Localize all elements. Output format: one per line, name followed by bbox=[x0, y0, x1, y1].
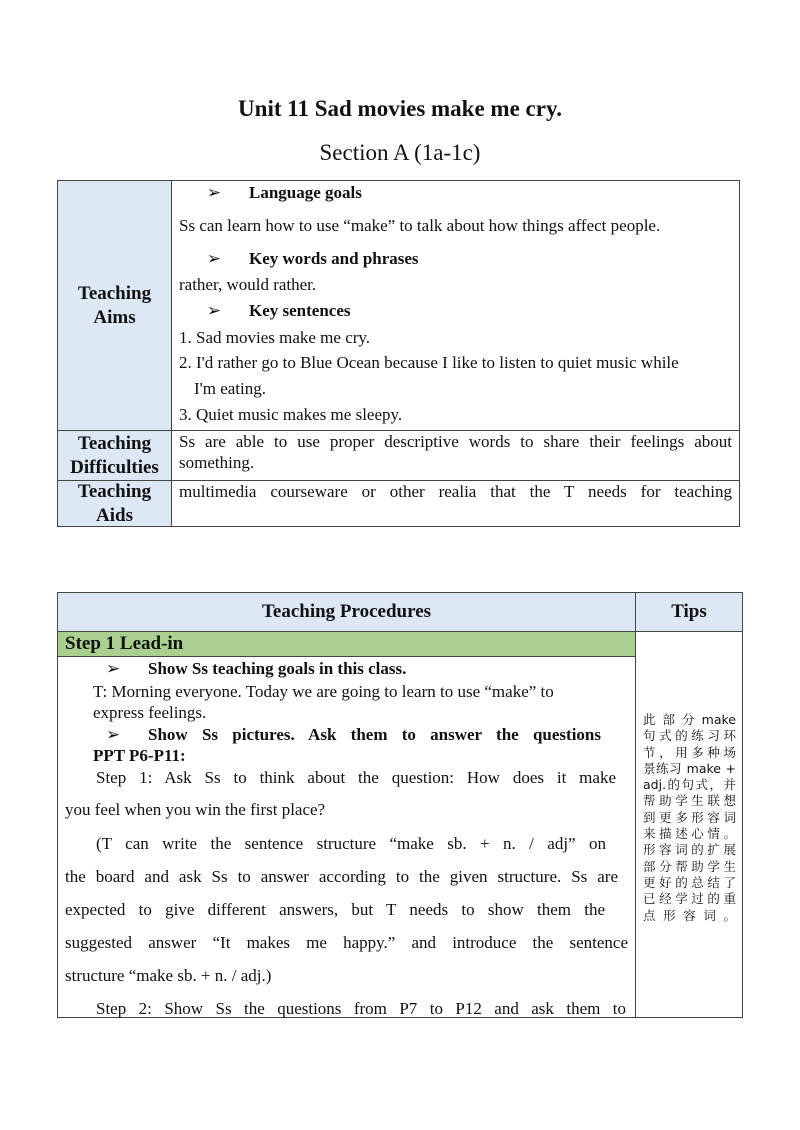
tips-line: 来描述心情。 bbox=[643, 826, 736, 842]
page-title: Unit 11 Sad movies make me cry. bbox=[238, 96, 562, 121]
para-line-6: suggested answer “It makes me happy.” and introduce the sentence bbox=[65, 933, 628, 952]
key-sentence-2-cont: I'm eating. bbox=[194, 379, 266, 398]
row-header-teaching-aims: Teaching Aims bbox=[58, 181, 172, 430]
tips-line: 此 部 分 make bbox=[643, 712, 736, 727]
tips-header: Tips bbox=[636, 593, 742, 632]
key-sentence-1: 1. Sad movies make me cry. bbox=[179, 328, 371, 347]
teaching-aids-text: multimedia courseware or other realia that the T needs for teaching bbox=[179, 482, 732, 501]
row-teaching-aims bbox=[58, 181, 739, 430]
teaching-aids-content bbox=[172, 481, 739, 526]
key-words-text: rather, would rather. bbox=[179, 275, 317, 294]
teaching-aims-table bbox=[57, 180, 740, 527]
difficulties-line-2: something. bbox=[179, 453, 255, 472]
tips-line: 更好的总结了 bbox=[643, 874, 736, 890]
intro-line-b: express feelings. bbox=[93, 703, 207, 722]
tips-line: 形容词的扩展 bbox=[643, 842, 736, 858]
tips-line: 句式的练习环 bbox=[643, 728, 736, 744]
arrow-bullet-icon: ➢ bbox=[206, 183, 222, 202]
para-line-2: you feel when you win the first place? bbox=[65, 800, 326, 819]
step-1-title: Step 1 Lead-in bbox=[58, 632, 636, 657]
key-words-heading: ➢ Key words and phrases bbox=[179, 249, 732, 269]
key-sentence-3: 3. Quiet music makes me sleepy. bbox=[179, 405, 403, 424]
para-line-1: Step 1: Ask Ss to think about the question: How does it make bbox=[96, 768, 616, 787]
row-teaching-aids bbox=[58, 480, 739, 526]
para-line-5: expected to give different answers, but T needs to show them the bbox=[65, 900, 605, 919]
arrow-bullet-icon: ➢ bbox=[106, 725, 121, 744]
difficulties-line-1: Ss are able to use proper descriptive words to share their feelings about bbox=[179, 432, 732, 451]
tips-line: 点形容词。 bbox=[643, 907, 736, 923]
tips-line: 到更多形容词 bbox=[643, 809, 736, 825]
language-goals-text: Ss can learn how to use “make” to talk about how things affect people. bbox=[179, 216, 661, 235]
row-header-teaching-aids: Teaching Aids bbox=[58, 481, 172, 526]
para-line-8: Step 2: Show Ss the questions from P7 to P12 and ask them to bbox=[96, 999, 626, 1018]
tips-line: 节，用多种场 bbox=[643, 744, 736, 760]
para-line-3: (T can write the sentence structure “make sb. + n. / adj” on bbox=[96, 834, 606, 853]
key-sentences-heading: ➢ Key sentences bbox=[179, 301, 732, 321]
teaching-procedures-table bbox=[57, 592, 743, 1018]
intro-line-a: T: Morning everyone. Today we are going to learn to use “make” to bbox=[93, 682, 554, 701]
tips-cell bbox=[636, 632, 742, 1017]
tips-line: 已经学过的重 bbox=[643, 891, 736, 907]
bullet-show-pictures: ➢ Show Ss pictures. Ask them to answer the questions bbox=[106, 725, 601, 744]
bullet-ppt-pages: PPT P6-P11: bbox=[93, 746, 186, 765]
tips-line: 景练习 make + bbox=[643, 760, 736, 776]
arrow-bullet-icon: ➢ bbox=[206, 249, 222, 268]
tips-line: adj.的句式，并 bbox=[643, 777, 736, 793]
row-teaching-difficulties bbox=[58, 430, 739, 480]
teaching-aims-content bbox=[172, 181, 739, 430]
procedures-header: Teaching Procedures bbox=[58, 593, 636, 632]
bullet-show-goals: ➢ Show Ss teaching goals in this class. bbox=[106, 659, 407, 678]
arrow-bullet-icon: ➢ bbox=[206, 301, 222, 320]
key-sentence-2: 2. I'd rather go to Blue Ocean because I like to listen to quiet music while bbox=[179, 353, 679, 372]
teaching-difficulties-content bbox=[172, 431, 739, 480]
arrow-bullet-icon: ➢ bbox=[106, 659, 121, 678]
tips-text bbox=[643, 712, 736, 924]
para-line-4: the board and ask Ss to answer according to the given structure. Ss are bbox=[65, 867, 618, 886]
procedures-content bbox=[58, 657, 636, 1017]
tips-line: 部分帮助学生 bbox=[643, 858, 736, 874]
page-subtitle: Section A (1a-1c) bbox=[319, 140, 481, 165]
row-header-teaching-difficulties: Teaching Difficulties bbox=[58, 431, 172, 480]
tips-line: 帮助学生联想 bbox=[643, 793, 736, 809]
language-goals-heading: ➢ Language goals bbox=[179, 183, 732, 203]
para-line-7: structure “make sb. + n. / adj.) bbox=[65, 966, 272, 985]
